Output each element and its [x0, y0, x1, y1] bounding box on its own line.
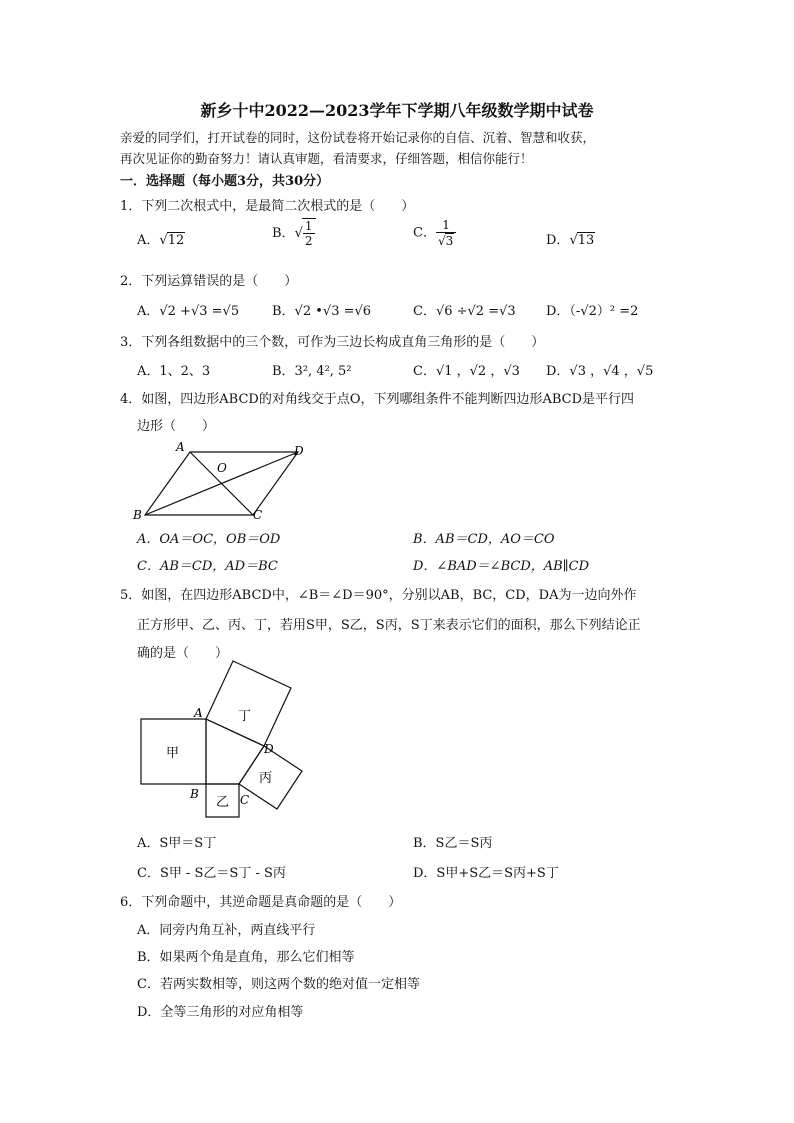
q2-option-a: A．√2 +√3 =√5 [137, 304, 240, 319]
page-title: 新乡十中2022—2023学年下学期八年级数学期中试卷 [200, 101, 594, 120]
q6-option-a: A．同旁内角互补，两直线平行 [137, 923, 316, 938]
q2-option-b: B．√2 •√3 =√6 [272, 304, 372, 319]
label-d: D [264, 742, 274, 756]
intro-line-1: 亲爱的同学们，打开试卷的同时，这份试卷将开始记录你的自信、沉着、智慧和收获， [120, 130, 596, 145]
question-6-stem: 6．下列命题中，其逆命题是真命题的是（ ） [120, 895, 402, 910]
q1-d-radicand: 13 [577, 233, 595, 248]
label-jia: 甲 [166, 746, 180, 761]
q1-c-denominator: 3 [445, 234, 454, 248]
label-b: B [133, 508, 142, 522]
q1-option-d: D．√13 [546, 233, 595, 248]
q5-option-d: D．S甲+S乙＝S丙+S丁 [413, 866, 559, 881]
q1-c-numerator: 1 [436, 218, 456, 233]
q4-option-a: A．OA＝OC，OB＝OD [137, 532, 281, 547]
label-c: C [253, 508, 263, 522]
q3-option-b: B．3², 4², 5² [272, 364, 352, 379]
label-ding: 丁 [238, 709, 252, 724]
label-o: O [217, 461, 227, 475]
label-c: C [240, 793, 250, 807]
q1-b-numerator: 1 [304, 219, 313, 233]
question-5-stem-line-3: 确的是（ ） [137, 646, 229, 661]
question-4-stem-line-1: 4．如图，四边形ABCD的对角线交于点O，下列哪组条件不能判断四边形ABCD是平行四 [120, 392, 635, 407]
q4-option-b: B．AB＝CD，AO＝CO [413, 532, 555, 547]
q1-option-a: A．√12 [137, 233, 185, 248]
label-a: A [176, 440, 185, 454]
q5-option-a: A．S甲＝S丁 [137, 836, 217, 851]
label-d: D [294, 444, 304, 458]
label-a: A [194, 706, 203, 720]
q2-option-d: D．（-√2）² =2 [546, 304, 639, 319]
q3-option-d: D．√3 ，√4 ，√5 [546, 364, 654, 379]
quadrilateral-abcd [206, 719, 264, 784]
q6-option-d: D．全等三角形的对应角相等 [137, 1005, 304, 1020]
question-1-stem: 1．下列二次根式中，是最简二次根式的是（ ） [120, 199, 415, 214]
parallelogram-figure [130, 438, 320, 524]
q2-option-c: C．√6 ÷√2 =√3 [413, 304, 516, 319]
intro-line-2: 再次见证你的勤奋努力！请认真审题，看清要求，仔细答题，相信你能行！ [120, 151, 533, 166]
q1-b-denominator: 2 [304, 234, 313, 248]
q6-option-b: B．如果两个角是直角，那么它们相等 [137, 950, 355, 965]
q1-option-b: B．√ $\frac{1}{2}$ [272, 218, 316, 248]
q1-a-radicand: 12 [167, 233, 185, 248]
q1-option-c: C． $\frac{1}{√3}$ [413, 218, 456, 248]
q4-option-d: D．∠BAD＝∠BCD，AB∥CD [413, 559, 590, 574]
q5-option-b: B．S乙＝S丙 [413, 836, 493, 851]
label-b: B [190, 787, 199, 801]
question-5-stem-line-2: 正方形甲、乙、丙、丁，若用S甲，S乙，S丙，S丁来表示它们的面积，那么下列结论正 [137, 618, 641, 633]
section-heading: 一．选择题（每小题3分，共30分） [120, 174, 330, 189]
q5-option-c: C．S甲 - S乙＝S丁 - S丙 [137, 866, 286, 881]
label-bing: 丙 [259, 771, 273, 786]
q3-option-c: C．√1 ，√2 ，√3 [413, 364, 520, 379]
label-yi: 乙 [216, 795, 230, 810]
question-2-stem: 2．下列运算错误的是（ ） [120, 274, 298, 289]
question-3-stem: 3．下列各组数据中的三个数，可作为三边长构成直角三角形的是（ ） [120, 335, 545, 350]
question-4-stem-line-2: 边形（ ） [137, 419, 216, 434]
q4-option-c: C．AB＝CD，AD＝BC [137, 559, 278, 574]
square-ding [206, 661, 291, 746]
q6-option-c: C．若两实数相等，则这两个数的绝对值一定相等 [137, 977, 420, 992]
q3-option-a: A．1、2、3 [137, 364, 211, 379]
squares-figure [130, 660, 310, 822]
question-5-stem-line-1: 5．如图，在四边形ABCD中，∠B＝∠D＝90°，分别以AB，BC，CD，DA为一边向外作 [120, 588, 637, 603]
